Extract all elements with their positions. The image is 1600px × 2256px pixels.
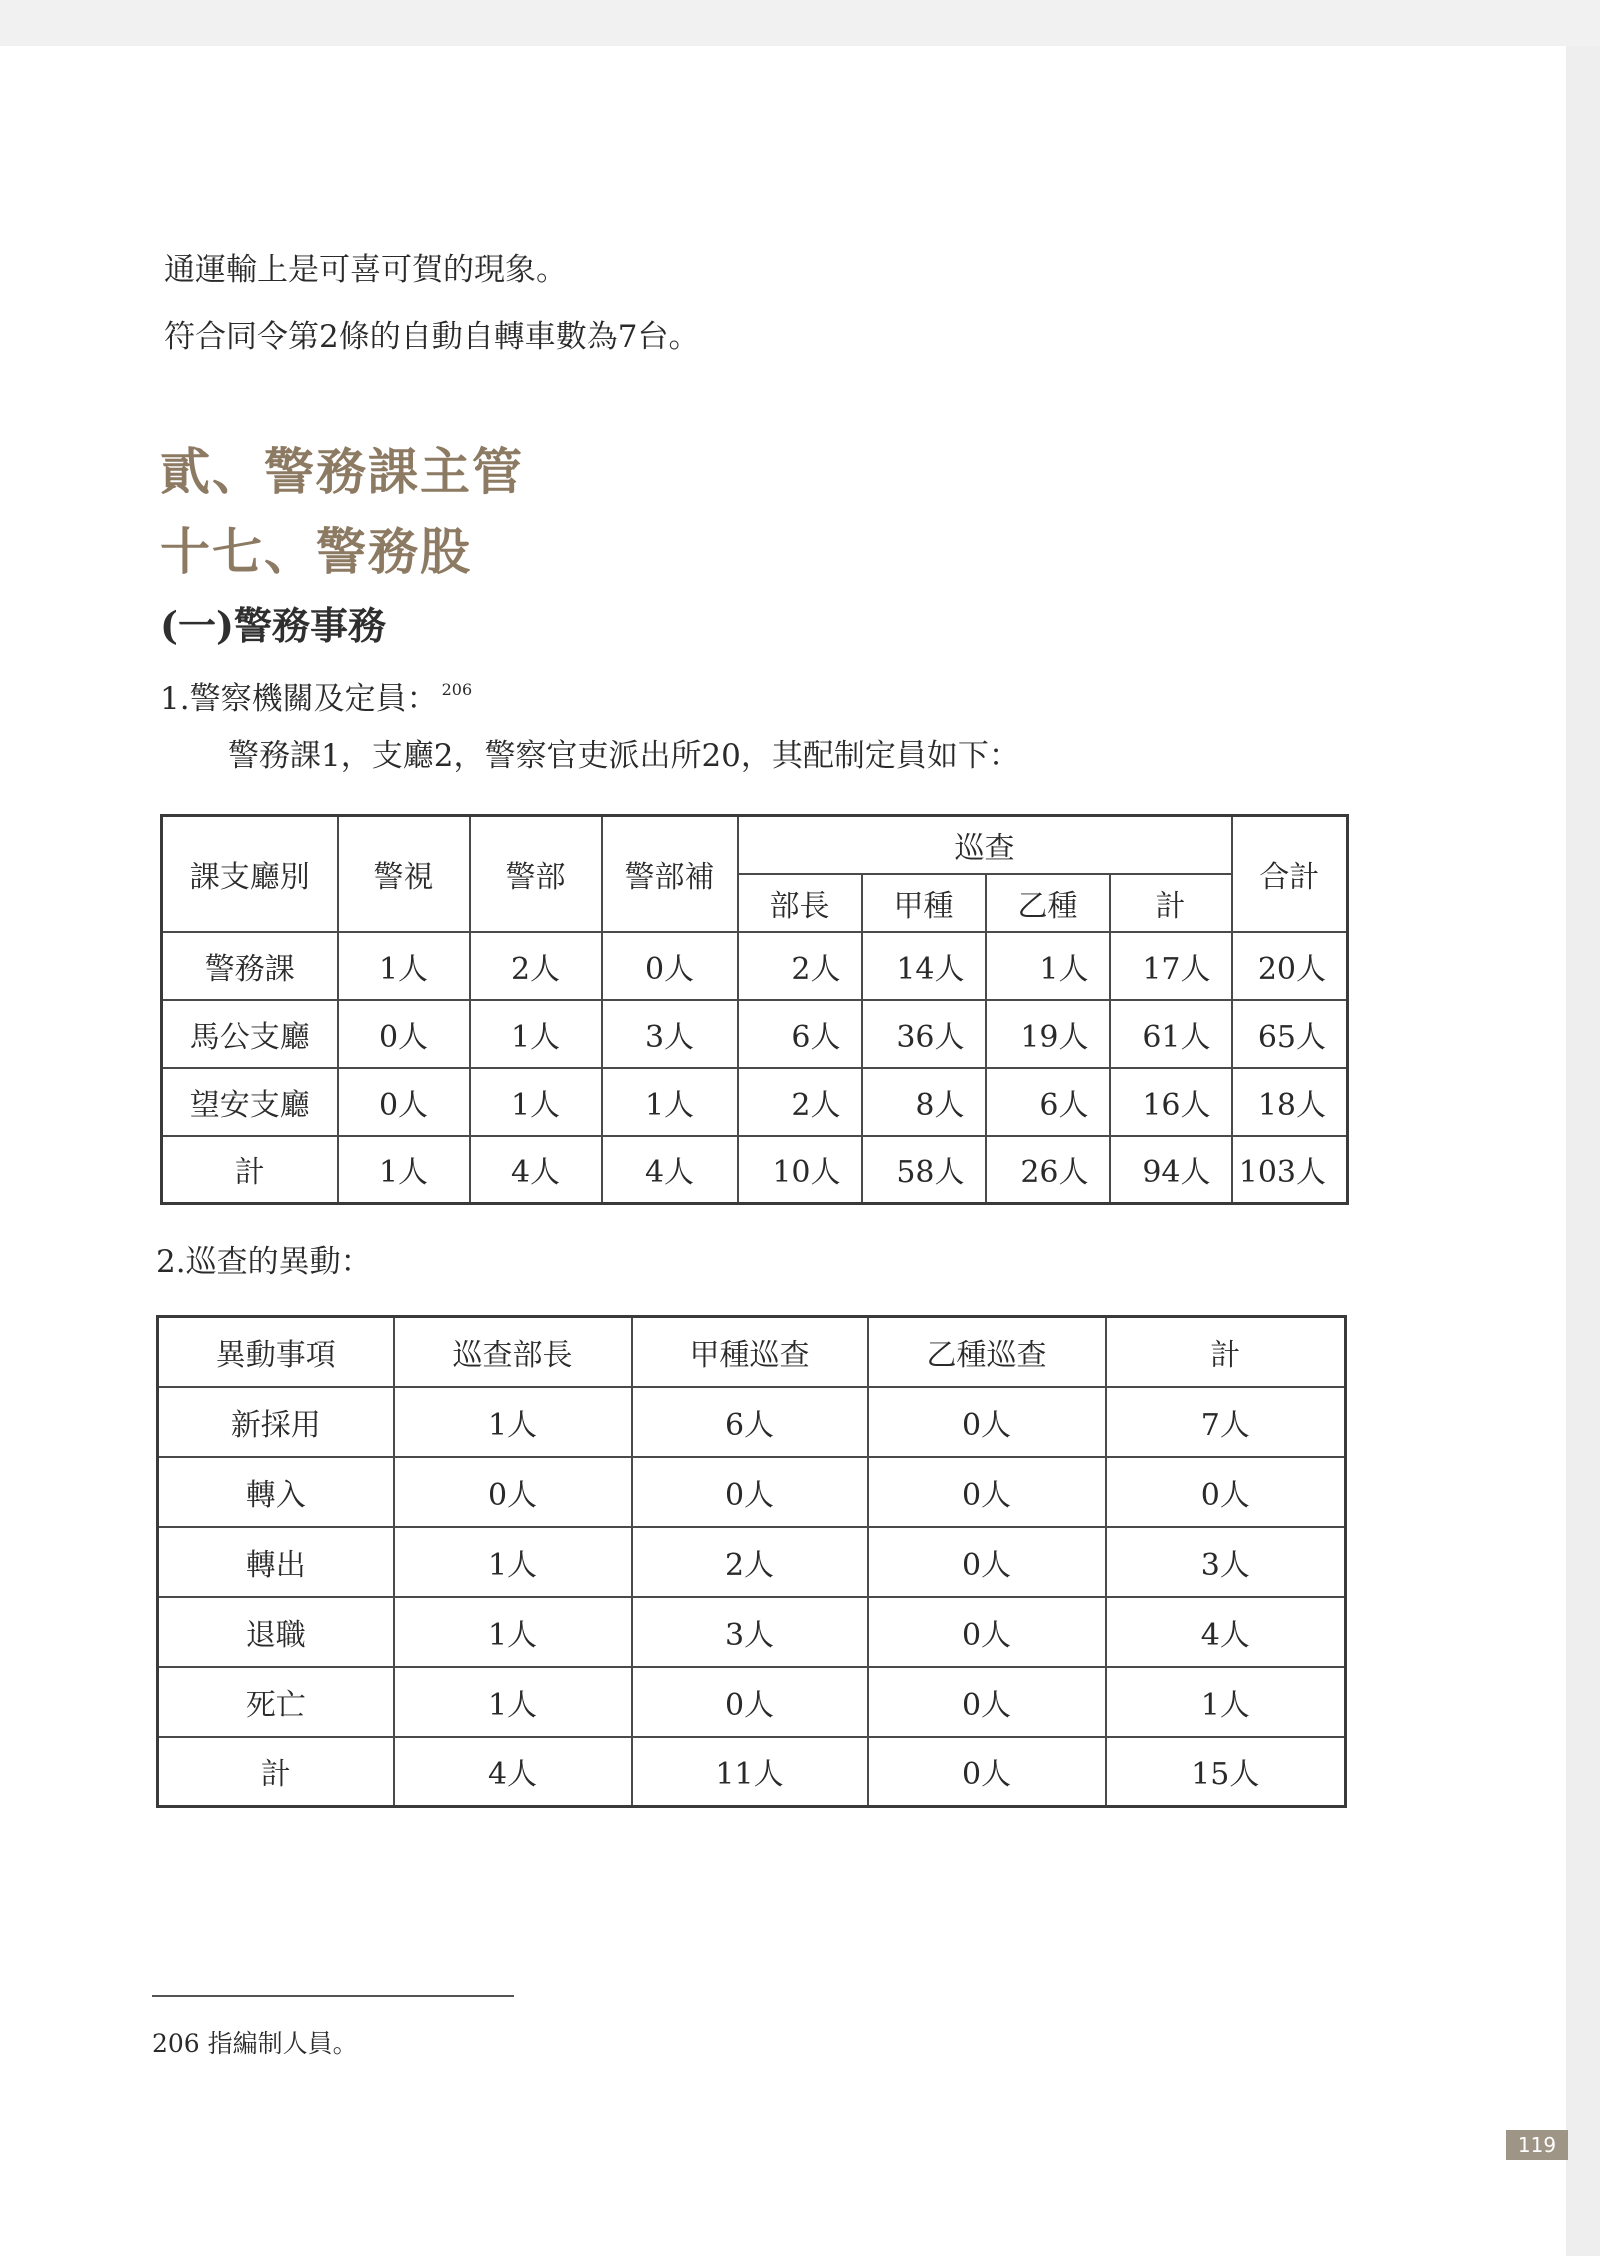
header-patrol-b: 乙種 [986,874,1110,932]
cell: 0人 [868,1737,1106,1807]
table-row [162,1068,1348,1136]
table-row [158,1387,1346,1457]
cell: 14人 [862,932,986,1000]
cell: 26人 [986,1136,1110,1204]
cell: 3人 [602,1000,738,1068]
main-heading: 貳、警務課主管 [160,442,524,501]
section-heading: 十七、警務股 [160,522,472,581]
item-2-title: 2.巡查的異動： [156,1244,372,1280]
cell: 1人 [394,1387,632,1457]
cell: 0人 [1106,1457,1346,1527]
cell: 6人 [986,1068,1110,1136]
table-header-row [162,816,1348,874]
intro-line-1: 通運輸上是可喜可賀的現象。 [164,252,567,288]
page-number: 119 [1506,2130,1568,2160]
cell: 94人 [1110,1136,1232,1204]
header-change-item: 異動事項 [158,1317,394,1387]
header-sum: 計 [1106,1317,1346,1387]
cell: 1人 [394,1667,632,1737]
cell: 7人 [1106,1387,1346,1457]
header-patrol-a: 甲種巡查 [632,1317,868,1387]
footnote-divider [152,1995,514,1997]
cell: 10人 [738,1136,862,1204]
row-label: 計 [162,1136,338,1204]
cell: 1人 [338,932,470,1000]
cell: 58人 [862,1136,986,1204]
cell: 2人 [738,932,862,1000]
row-label: 計 [158,1737,394,1807]
scan-top-margin [0,0,1600,46]
table-row [158,1457,1346,1527]
cell: 15人 [1106,1737,1346,1807]
header-patrol-b: 乙種巡查 [868,1317,1106,1387]
table-row [162,932,1348,1000]
table-row [158,1597,1346,1667]
header-patrol-chief: 巡查部長 [394,1317,632,1387]
cell: 2人 [738,1068,862,1136]
table-row [158,1527,1346,1597]
staffing-table [160,814,1349,1205]
cell: 4人 [602,1136,738,1204]
table-row [162,1000,1348,1068]
cell: 16人 [1110,1068,1232,1136]
row-label: 轉出 [158,1527,394,1597]
patrol-changes-table [156,1315,1347,1808]
cell: 0人 [632,1457,868,1527]
footnote-text: 206 指編制人員。 [152,2029,358,2058]
cell: 2人 [470,932,602,1000]
row-label: 新採用 [158,1387,394,1457]
cell: 4人 [470,1136,602,1204]
row-label: 馬公支廳 [162,1000,338,1068]
cell: 1人 [338,1136,470,1204]
cell: 0人 [868,1527,1106,1597]
cell: 6人 [632,1387,868,1457]
cell: 0人 [338,1000,470,1068]
cell: 0人 [602,932,738,1000]
header-keibuho: 警部補 [602,816,738,932]
cell: 0人 [868,1387,1106,1457]
cell: 18人 [1232,1068,1348,1136]
item-1-description: 警務課1，支廳2，警察官吏派出所20，其配制定員如下： [228,738,1020,774]
cell: 36人 [862,1000,986,1068]
cell: 2人 [632,1527,868,1597]
header-keishi: 警視 [338,816,470,932]
header-patrol: 巡查 [738,816,1232,874]
row-label: 望安支廳 [162,1068,338,1136]
header-patrol-sum: 計 [1110,874,1232,932]
header-patrol-chief: 部長 [738,874,862,932]
header-unit: 課支廳別 [162,816,338,932]
item-1-title-text: 1.警察機關及定員： [160,681,438,717]
table-total-row [158,1737,1346,1807]
cell: 61人 [1110,1000,1232,1068]
intro-line-2: 符合同令第2條的自動自轉車數為7台。 [164,319,700,355]
cell: 3人 [1106,1527,1346,1597]
header-keibu: 警部 [470,816,602,932]
cell: 11人 [632,1737,868,1807]
row-label: 警務課 [162,932,338,1000]
item-1-title [160,670,472,719]
table-row [158,1667,1346,1737]
cell: 1人 [986,932,1110,1000]
cell: 19人 [986,1000,1110,1068]
cell: 0人 [394,1457,632,1527]
cell: 1人 [470,1068,602,1136]
cell: 1人 [394,1527,632,1597]
cell: 103人 [1232,1136,1348,1204]
cell: 1人 [602,1068,738,1136]
header-patrol-a: 甲種 [862,874,986,932]
table-header-row [158,1317,1346,1387]
cell: 0人 [868,1597,1106,1667]
row-label: 轉入 [158,1457,394,1527]
cell: 0人 [338,1068,470,1136]
cell: 3人 [632,1597,868,1667]
cell: 4人 [1106,1597,1346,1667]
cell: 1人 [394,1597,632,1667]
row-label: 退職 [158,1597,394,1667]
cell: 6人 [738,1000,862,1068]
cell: 0人 [868,1667,1106,1737]
cell: 0人 [868,1457,1106,1527]
header-total: 合計 [1232,816,1348,932]
cell: 4人 [394,1737,632,1807]
cell: 8人 [862,1068,986,1136]
cell: 1人 [470,1000,602,1068]
cell: 20人 [1232,932,1348,1000]
cell: 0人 [632,1667,868,1737]
scan-right-margin [1566,46,1600,2256]
cell: 65人 [1232,1000,1348,1068]
row-label: 死亡 [158,1667,394,1737]
cell: 17人 [1110,932,1232,1000]
subsection-heading: (一)警務事務 [160,603,386,648]
footnote-ref: 206 [441,680,473,699]
table-total-row [162,1136,1348,1204]
cell: 1人 [1106,1667,1346,1737]
